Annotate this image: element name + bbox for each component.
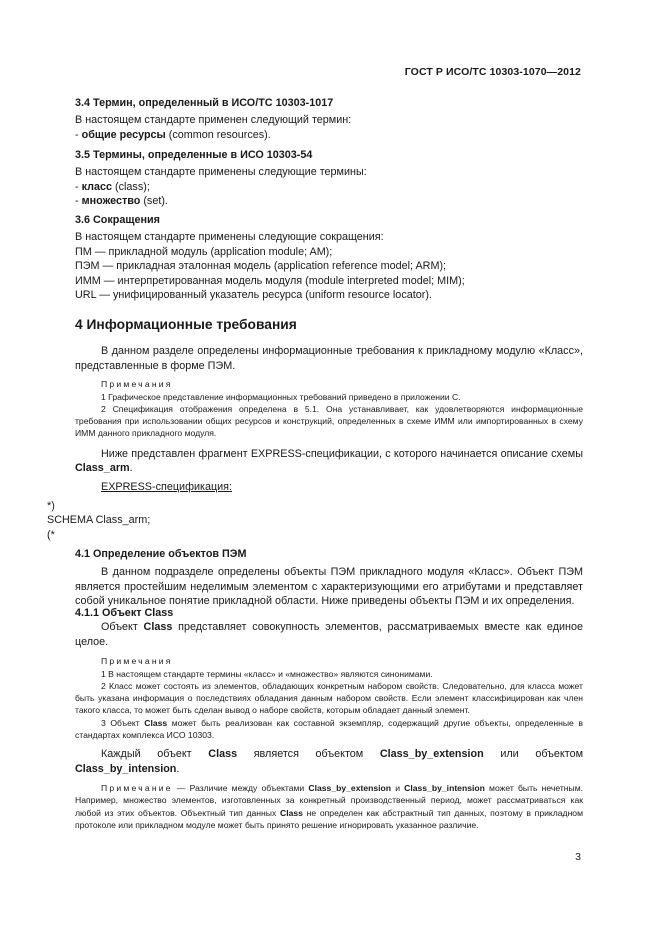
section-3-6-title: 3.6 Сокращения [75,214,160,226]
schema-name: Class_arm [75,462,130,475]
abbreviation-item: ПМ — прикладной модуль (application module; AM); [75,245,333,258]
note-2: 2 Спецификация отображения определена в 5.1. Она устанавливает, как удовлетворяются информационные требования при использовании общих ресурсов и конструкций, определенных в схеме ИММ или импортированных в схему ИММ данного прикладного модуля. [75,403,583,439]
note-2: 2 Класс может состоять из элементов, обладающих конкретным набором свойств. Следовательно, для класса может быть указана информация о последствиях обладания данным набором свойств. Если элемент классифицирован как член такого класса, то может быть сделан вывод о наборе свойств, которым обладает данный элемент. [75,680,583,716]
section-3-4 [75,96,583,142]
note-label: Примечание [101,783,173,794]
note-text: не определен как абстрактный тип данных, поэтому в прикладном протоколе или прикладном модуле может быть принято решение игнорировать указанное различие. [75,807,584,830]
entity-name: Class_by_intension [404,783,485,794]
entity-name: Class [143,621,173,634]
notes-label [75,655,583,667]
section-4-title: 4 Информационные требования [75,317,297,332]
para-text: . [176,762,180,775]
code-line: SCHEMA Class_arm; [47,514,151,527]
list-dash: - [75,180,82,193]
note-text: и [391,783,405,794]
list-dash: - [75,128,82,141]
abbreviation-item: URL — унифицированный указатель ресурса (uniform resource locator). [75,289,432,302]
section-4-1 [75,547,583,609]
para-text: Ниже представлен фрагмент EXPRESS-спецификации, с которого начинается описание схемы [101,447,583,460]
abbreviation-item: ПЭМ — прикладная эталонная модель (application reference model; ARM); [75,260,447,273]
term-item [75,180,583,194]
term-rest: (class); [112,180,150,193]
term-bold: класс [81,180,113,193]
section-3-4-intro: В настоящем стандарте применен следующий термин: [75,114,352,127]
section-3-6 [75,213,583,302]
para-text: Каждый объект [101,748,209,761]
entity-name: Class_by_intension [75,762,177,775]
para-text: представляет совокупность элементов, рассматриваемых вместе как единое целое. [75,621,583,648]
express-label [75,480,583,494]
para-text: или объектом [483,748,584,761]
note-text: 3 Объект [101,717,145,728]
section-4-1-1 [75,606,583,831]
note-3 [75,717,583,742]
section-3-5-intro: В настоящем стандарте применены следующие термины: [75,166,367,179]
term-item [75,194,583,208]
term-bold: множество [81,195,141,208]
para-text: Объект [101,621,144,634]
note-1: 1 Графическое представление информационных требований приведено в приложении С. [101,391,461,402]
notes-label [75,378,583,390]
entity-name: Class [279,807,303,818]
section-4-1-1-para [75,620,583,649]
section-3-4-title: 3.4 Термин, определенный в ИСО/ТС 10303-1017 [75,97,334,109]
note-text: может быть нечетным. Например, множество элементов, изготовленных за конкретный производственный период, может рассматриваться как любой из этих объектов. Объектный тип данных [75,783,584,818]
abbreviation-item: ИММ — интерпретированная модель модуля (module interpreted model; MIM); [75,274,465,287]
express-label-text: EXPRESS-спецификация: [101,480,233,493]
code-line: *) [47,499,55,512]
list-dash: - [75,195,82,208]
notes-label-text: Примечания [101,656,173,667]
section-3-6-intro: В настоящем стандарте применены следующие сокращения: [75,231,384,244]
note-text: — Различие между объектами [172,783,309,794]
note-1: 1 В настоящем стандарте термины «класс» и «множество» являются синонимами. [101,668,433,679]
entity-name: Class_by_extension [379,748,484,761]
final-note [75,782,583,831]
section-4-1-para: В данном подразделе определены объекты ПЭМ прикладного модуля «Класс». Объект ПЭМ является простейшим неделимым элементом с характеризующими его атрибутами и представляет собой уникальное понятие прикладной области. Ниже приведены объекты ПЭМ и их определения. [75,566,583,608]
entity-name: Class_by_extension [308,783,392,794]
page-number: 3 [575,851,581,863]
para-text: является объектом [237,748,380,761]
document-header-id: ГОСТ Р ИСО/ТС 10303-1070—2012 [404,66,581,78]
section-4 [47,317,583,542]
note-text: может быть реализован как составной экземпляр, содержащий другие объекты, определенные в стандартах комплекса ИСО 10303. [75,717,583,740]
para-end: . [129,462,133,475]
code-line: (* [47,528,55,541]
section-3-5-title: 3.5 Термины, определенные в ИСО 10303-54 [75,149,313,161]
term-rest: (common resources). [165,128,271,141]
term-rest: (set). [140,195,168,208]
section-4-1-title: 4.1 Определение объектов ПЭМ [75,548,247,560]
section-4-para-2 [75,447,583,476]
notes-label-text: Примечания [101,379,173,390]
section-4-para-1: В данном разделе определены информационные требования к прикладному модулю «Класс», представленные в форме ПЭМ. [75,345,583,372]
term-item [75,128,583,142]
section-4-1-1-para-2 [75,747,583,776]
section-4-1-1-title: 4.1.1 Объект Class [75,607,174,619]
entity-name: Class [208,748,238,761]
section-3-5 [75,148,583,209]
entity-name: Class [144,717,168,728]
term-bold: общие ресурсы [81,128,166,141]
